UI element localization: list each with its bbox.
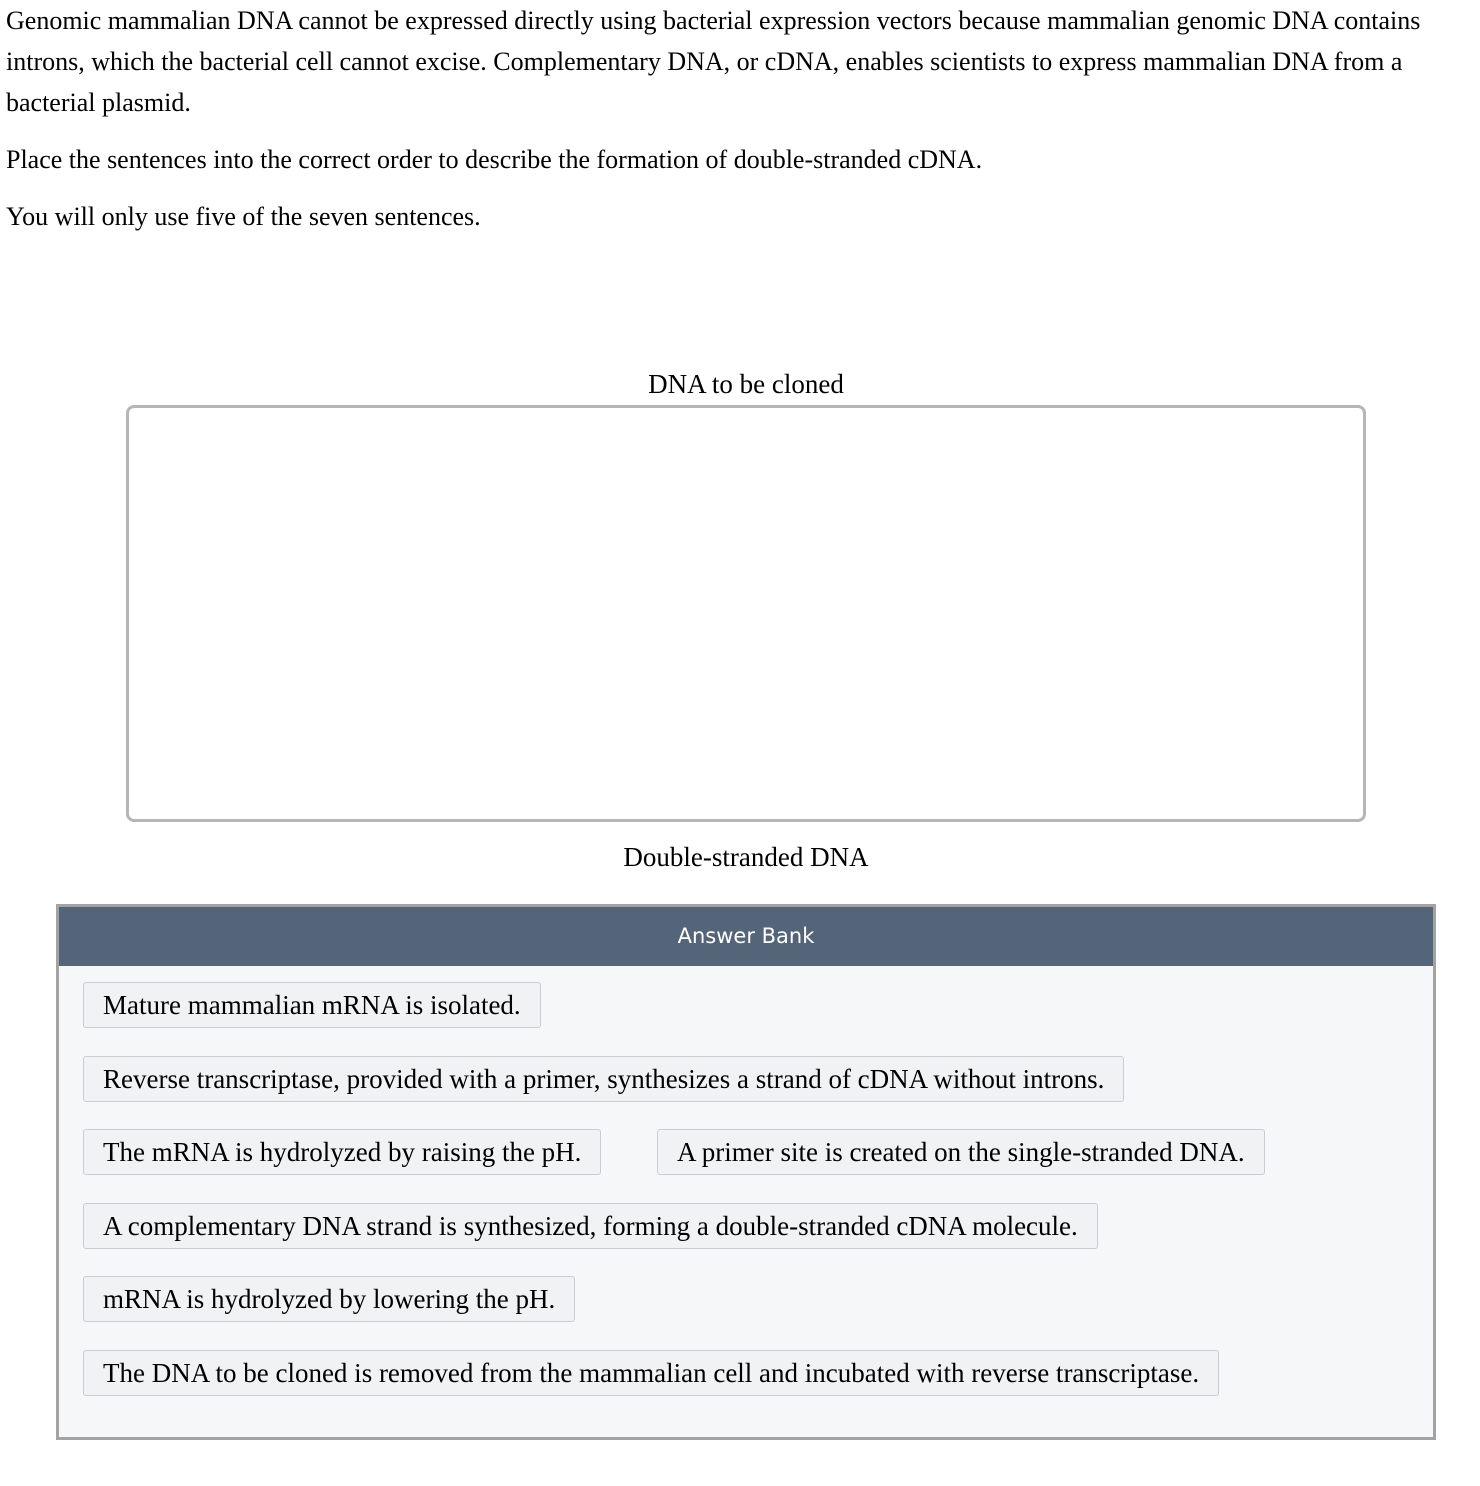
answer-tile[interactable]: Mature mammalian mRNA is isolated.: [83, 982, 541, 1028]
answer-bank: [56, 904, 1436, 1440]
answer-tile[interactable]: The mRNA is hydrolyzed by raising the pH.: [83, 1129, 601, 1175]
answer-tile[interactable]: mRNA is hydrolyzed by lowering the pH.: [83, 1276, 575, 1322]
question-intro: Genomic mammalian DNA cannot be expressed directly using bacterial expression vectors because mammalian genomic DNA contains introns, which the bacterial cell cannot excise. Complementary DNA, or cDNA, enables scientists to express mammalian DNA from a bacterial plasmid.: [6, 6, 1421, 117]
answer-bank-title: Answer Bank: [59, 907, 1433, 966]
sequence-end-label: Double-stranded DNA: [623, 842, 869, 872]
question-prompt: [6, 0, 1476, 237]
sequence-drop-zone[interactable]: [126, 405, 1366, 822]
sequence-start-label: DNA to be cloned: [648, 369, 844, 399]
answer-tile[interactable]: A complementary DNA strand is synthesized, forming a double-stranded cDNA molecule.: [83, 1203, 1098, 1249]
answer-tile[interactable]: A primer site is created on the single-stranded DNA.: [657, 1129, 1265, 1175]
question-instruction: Place the sentences into the correct order to describe the formation of double-stranded cDNA.: [6, 145, 983, 174]
answer-tile[interactable]: The DNA to be cloned is removed from the mammalian cell and incubated with reverse transcriptase.: [83, 1350, 1219, 1396]
answer-tile[interactable]: Reverse transcriptase, provided with a primer, synthesizes a strand of cDNA without introns.: [83, 1056, 1124, 1102]
question-note: You will only use five of the seven sentences.: [6, 202, 481, 231]
